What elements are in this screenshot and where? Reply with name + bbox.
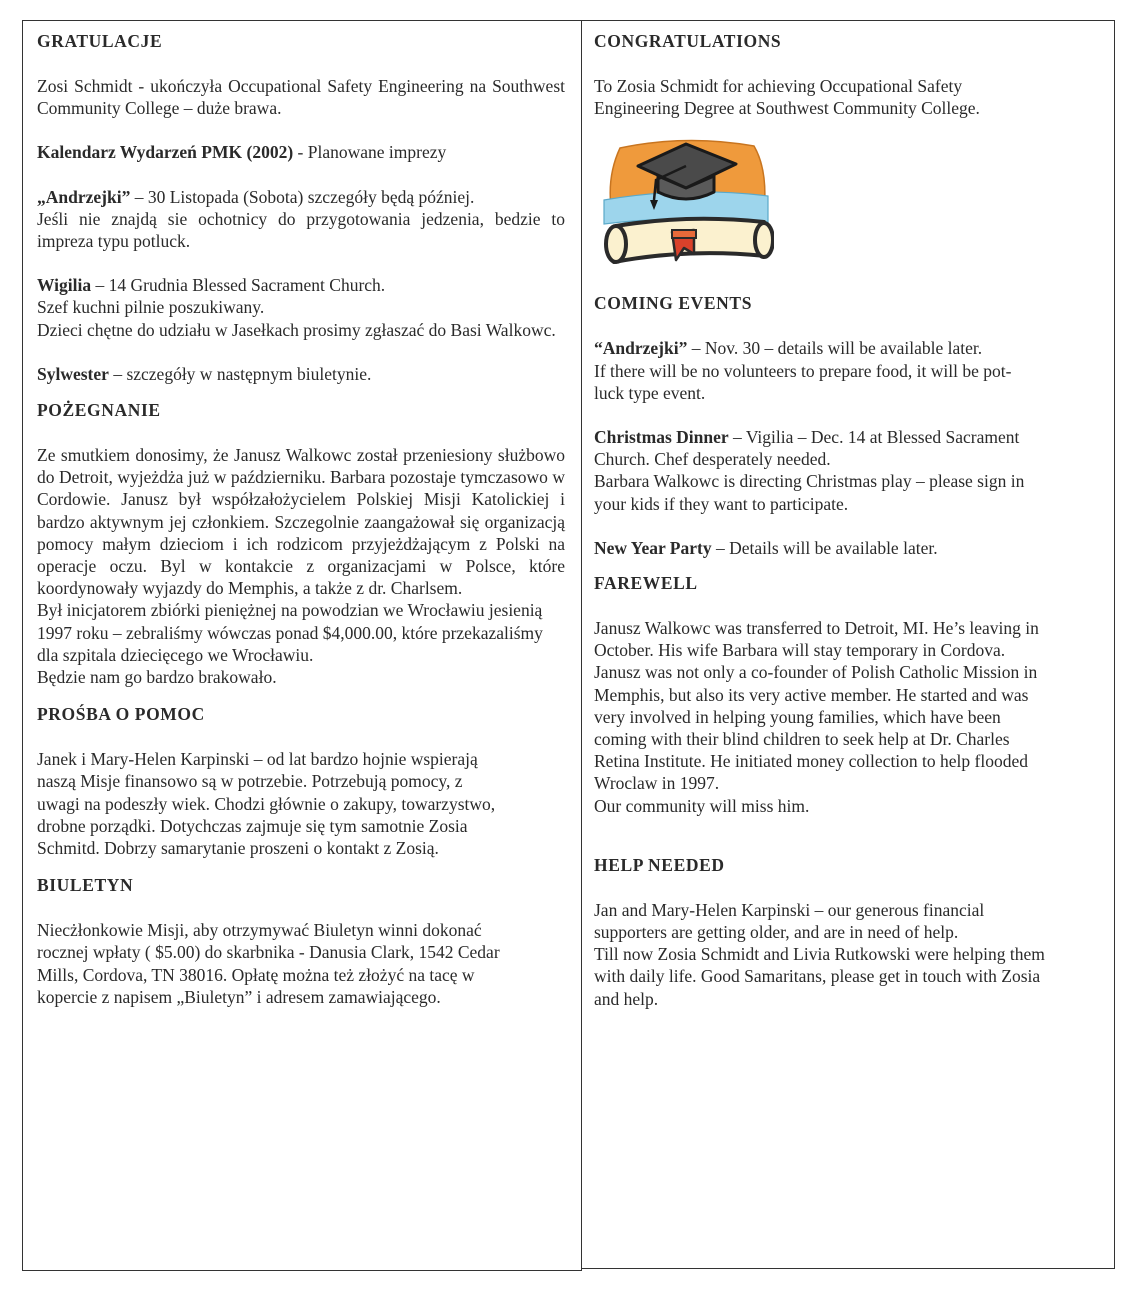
andrzejki-en-text: If there will be no volunteers to prepare food, it will be pot- xyxy=(594,360,1012,381)
christmas-text: Church. Chef desperately needed. xyxy=(594,449,831,470)
polish-column xyxy=(22,20,582,1271)
english-column xyxy=(581,20,1115,1269)
congratulations-line: Engineering Degree at Southwest Community College. xyxy=(594,98,980,119)
kalendarz-title: Kalendarz Wydarzeń PMK (2002) xyxy=(37,142,294,163)
prosba-line: Schmitd. Dobrzy samarytanie proszeni o kontakt z Zosią. xyxy=(37,838,439,859)
andrzejki-name: „Andrzejki” xyxy=(37,186,131,207)
farewell-line: coming with their blind children to seek help at Dr. Charles xyxy=(594,729,1010,750)
wigilia-line xyxy=(37,274,565,296)
andrzejki-date: – 30 Listopada (Sobota) szczegóły będą później. xyxy=(130,186,475,207)
farewell-line: very involved in helping young families, which have been xyxy=(594,706,1001,727)
prosba-line: naszą Misje finansowo są w potrzebie. Potrzebują pomocy, z xyxy=(37,771,463,792)
wigilia-jaselka: Dzieci chętne do udziału w Jasełkach prosimy zgłaszać do Basi Walkowc. xyxy=(37,319,556,340)
andrzejki-en-text: luck type event. xyxy=(594,382,706,403)
farewell-line: Janusz was not only a co-founder of Polish Catholic Mission in xyxy=(594,662,1038,683)
newyear-text: – Details will be available later. xyxy=(711,537,938,558)
farewell-line: October. His wife Barbara will stay temporary in Cordova. xyxy=(594,640,1006,661)
andrzejki-text: Jeśli nie znajdą sie ochotnicy do przygotowania jedzenia, bedzie to impreza typu potluck. xyxy=(37,208,565,252)
pozegnanie-para-3: Będzie nam go bardzo brakowało. xyxy=(37,667,277,688)
help-line: Jan and Mary-Helen Karpinski – our generous financial xyxy=(594,899,985,920)
pozegnanie-para-1: Ze smutkiem donosimy, że Janusz Walkowc został przeniesiony służbowo do Detroit, wyjeżdża już w październiku. Barbara pozostaje tymczasowo w Cordowie. Janusz był współzałożycielem Polskiej Misji Katolickiej i bardzo aktywnym jej członkiem. Szczegolnie zaangażował się organizacją pomocy małym dzieciom i ich rodzicom przyjeżdżającym z Polski na operacje oczu. Byl w kontakcie z organizacjami w Polsce, które koordynowały wyjazdy do Memphis, a także z dr. Charlsem. xyxy=(37,445,565,599)
farewell-line: Janusz Walkowc was transferred to Detroit, MI. He’s leaving in xyxy=(594,618,1039,639)
gratulacje-heading: GRATULACJE xyxy=(37,31,163,51)
christmas-text: Barbara Walkowc is directing Christmas play – please sign in xyxy=(594,471,1025,492)
farewell-line: Our community will miss him. xyxy=(594,795,810,816)
congratulations-line: To Zosia Schmidt for achieving Occupational Safety xyxy=(594,76,963,96)
biuletyn-line: Mills, Cordova, TN 38016. Opłatę można też złożyć na tacę w xyxy=(37,964,475,985)
christmas-date: – Vigilia – Dec. 14 at Blessed Sacrament xyxy=(728,427,1020,448)
sylwester-text: – szczegóły w następnym biuletynie. xyxy=(108,363,372,384)
congratulations-heading: CONGRATULATIONS xyxy=(594,31,782,51)
help-needed-heading: HELP NEEDED xyxy=(594,854,725,875)
christmas-name: Christmas Dinner xyxy=(594,427,729,448)
graduation-cap-diploma-icon xyxy=(598,130,774,278)
wigilia-chef: Szef kuchni pilnie poszukiwany. xyxy=(37,297,265,318)
andrzejki-en-date: – Nov. 30 – details will be available later. xyxy=(687,338,983,359)
farewell-line: Memphis, but also its very active member. He started and was xyxy=(594,684,1029,705)
sylwester-line xyxy=(37,363,565,385)
gratulacje-text: Zosi Schmidt - ukończyła Occupational Safety Engineering na Southwest Community College – duże brawa. xyxy=(37,76,565,119)
farewell-heading: FAREWELL xyxy=(594,573,698,594)
biuletyn-line: kopercie z napisem „Biuletyn” i adresem zamawiającego. xyxy=(37,986,441,1007)
biuletyn-heading: BIULETYN xyxy=(37,875,134,896)
kalendarz-line xyxy=(37,141,565,163)
farewell-line: Wroclaw in 1997. xyxy=(594,773,720,794)
prosba-line: Janek i Mary-Helen Karpinski – od lat bardzo hojnie wspierają xyxy=(37,749,478,770)
andrzejki-en-name: “Andrzejki” xyxy=(594,338,688,359)
help-line: Till now Zosia Schmidt and Livia Rutkowski were helping them xyxy=(594,944,1045,965)
andrzejki-en-line xyxy=(594,337,1096,359)
help-line: and help. xyxy=(594,988,659,1009)
help-line: with daily life. Good Samaritans, please get in touch with Zosia xyxy=(594,966,1041,987)
pozegnanie-heading: POŻEGNANIE xyxy=(37,400,161,421)
prosba-line: uwagi na podeszły wiek. Chodzi głównie o zakupy, towarzystwo, xyxy=(37,793,496,814)
biuletyn-line: rocznej wpłaty ( $5.00) do skarbnika - Danusia Clark, 1542 Cedar xyxy=(37,942,500,963)
farewell-line: Retina Institute. He initiated money collection to help flooded xyxy=(594,751,1028,772)
newyear-name: New Year Party xyxy=(594,537,712,558)
christmas-text: your kids if they want to participate. xyxy=(594,493,849,514)
andrzejki-line xyxy=(37,186,565,208)
wigilia-date: – 14 Grudnia Blessed Sacrament Church. xyxy=(91,275,386,296)
prosba-line: drobne porządki. Dotychczas zajmuje się tym samotnie Zosia xyxy=(37,815,468,836)
biuletyn-line: Niecżłonkowie Misji, aby otrzymywać Biuletyn winni dokonać xyxy=(37,920,482,941)
wigilia-name: Wigilia xyxy=(37,275,92,296)
prosba-heading: PROŚBA O POMOC xyxy=(37,704,205,725)
sylwester-name: Sylwester xyxy=(37,363,109,384)
coming-events-heading: COMING EVENTS xyxy=(594,293,753,314)
newyear-line xyxy=(594,537,1096,559)
help-line: supporters are getting older, and are in need of help. xyxy=(594,922,959,943)
kalendarz-subtitle: - Planowane imprezy xyxy=(293,142,447,163)
pozegnanie-para-2: Był inicjatorem zbiórki pieniężnej na powodzian we Wrocławiu jesienią 1997 roku – zebraliśmy wówczas ponad $4,000.00, które przekazaliśmy dla szpitala dziecięcego we Wrocławiu. xyxy=(37,600,543,665)
christmas-line xyxy=(594,426,1096,448)
